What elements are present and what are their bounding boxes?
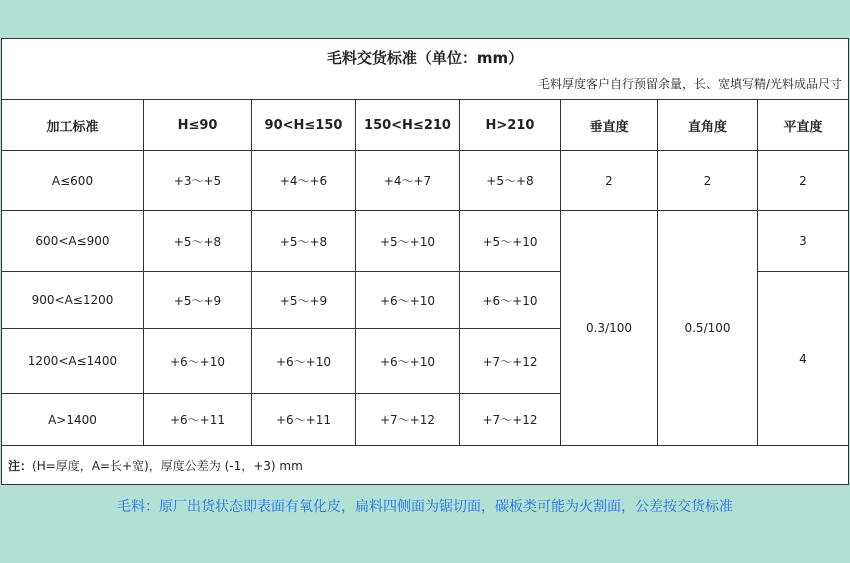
note-text: (H=厚度，A=长+宽)，厚度公差为 (-1，+3) mm — [32, 458, 303, 473]
spec-sheet — [1, 38, 848, 484]
header-cell: H>210 — [460, 100, 561, 151]
note-label: 注： — [8, 458, 33, 473]
standard-cell: A≤600 — [2, 151, 144, 211]
tolerance-table — [1, 38, 849, 485]
tolerance-cell: +5～+8 — [460, 151, 561, 211]
tolerance-cell: +6～+10 — [144, 329, 252, 394]
tolerance-cell: +6～+10 — [460, 272, 561, 329]
standard-cell: 1200<A≤1400 — [2, 329, 144, 394]
tolerance-cell: +6～+11 — [252, 394, 356, 446]
right-angle-cell: 2 — [658, 151, 758, 211]
table-row — [2, 211, 849, 272]
header-cell: 平直度 — [758, 100, 849, 151]
flatness-cell: 2 — [758, 151, 849, 211]
header-cell: 加工标准 — [2, 100, 144, 151]
tolerance-cell: +6～+11 — [144, 394, 252, 446]
header-cell: H≤90 — [144, 100, 252, 151]
header-row — [2, 100, 849, 151]
tolerance-cell: +5～+9 — [252, 272, 356, 329]
table-title: 毛料交货标准（单位：mm） — [326, 49, 524, 67]
note-cell — [2, 446, 849, 485]
tolerance-cell: +4～+7 — [356, 151, 460, 211]
tolerance-cell: +7～+12 — [460, 394, 561, 446]
verticality-cell: 2 — [561, 151, 658, 211]
note-row — [2, 446, 849, 485]
table-subtitle: 毛料厚度客户自行预留余量，长、宽填写精/光料成品尺寸 — [537, 77, 842, 91]
tolerance-cell: +5～+8 — [144, 211, 252, 272]
table-title-cell — [2, 39, 849, 100]
header-cell: 90<H≤150 — [252, 100, 356, 151]
tolerance-cell: +6～+10 — [356, 272, 460, 329]
flatness-cell: 3 — [758, 211, 849, 272]
tolerance-cell: +5～+8 — [252, 211, 356, 272]
footer-note: 毛料：原厂出货状态即表面有氧化皮，扁料四侧面为锯切面，碳板类可能为火割面，公差按交货标准 — [117, 499, 733, 515]
tolerance-cell: +5～+10 — [356, 211, 460, 272]
header-cell: 直角度 — [658, 100, 758, 151]
tolerance-cell: +7～+12 — [356, 394, 460, 446]
verticality-merged-cell: 0.3/100 — [561, 211, 658, 446]
flatness-merged-cell: 4 — [758, 272, 849, 446]
tolerance-cell: +7～+12 — [460, 329, 561, 394]
tolerance-cell: +6～+10 — [252, 329, 356, 394]
tolerance-cell: +3～+5 — [144, 151, 252, 211]
tolerance-cell: +5～+9 — [144, 272, 252, 329]
right-angle-merged-cell: 0.5/100 — [658, 211, 758, 446]
standard-cell: 900<A≤1200 — [2, 272, 144, 329]
tolerance-cell: +6～+10 — [356, 329, 460, 394]
tolerance-cell: +4～+6 — [252, 151, 356, 211]
standard-cell: 600<A≤900 — [2, 211, 144, 272]
standard-cell: A>1400 — [2, 394, 144, 446]
header-cell: 150<H≤210 — [356, 100, 460, 151]
table-row — [2, 151, 849, 211]
header-cell: 垂直度 — [561, 100, 658, 151]
tolerance-cell: +5～+10 — [460, 211, 561, 272]
